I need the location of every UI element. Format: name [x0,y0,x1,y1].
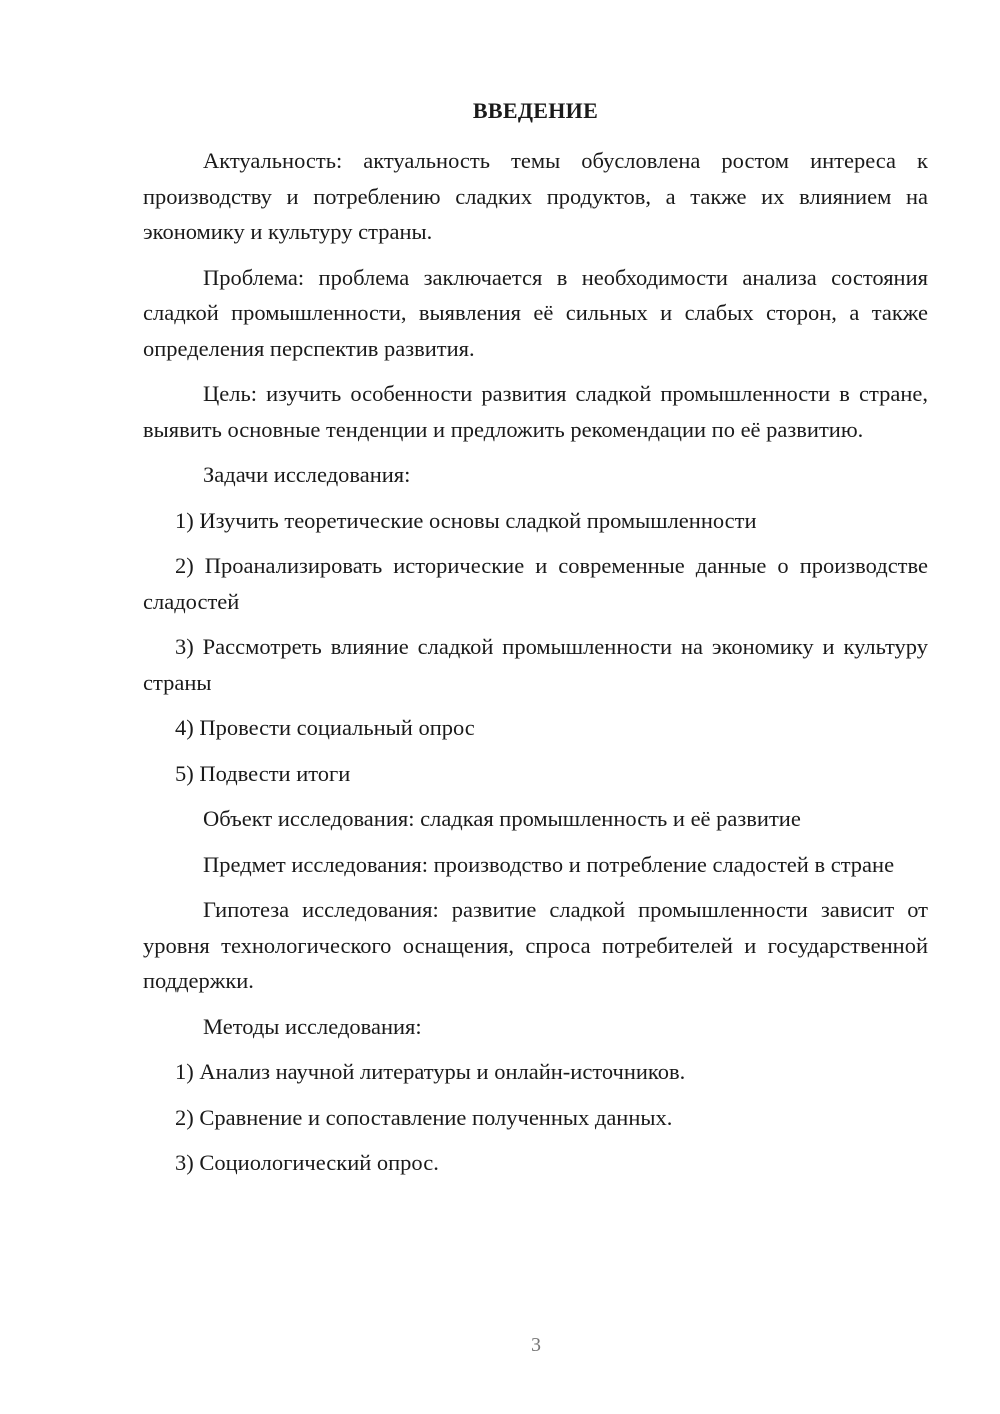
paragraph-subject: Предмет исследования: производство и потребление сладостей в стране [203,851,895,877]
methods-heading: Методы исследования: [203,1013,422,1039]
tasks-heading: Задачи исследования: [203,462,411,487]
section-title: ВВЕДЕНИЕ [472,98,599,123]
method-item-1: 1) Анализ научной литературы и онлайн-источников. [175,1059,686,1084]
paragraph-goal: Цель: изучить особенности развития сладкой промышленности в стране, выявить основные тенденции и предложить рекомендации по её развитию. [143,381,928,442]
task-item-3: 3) Рассмотреть влияние сладкой промышленности на экономику и культуру страны [143,634,928,695]
task-item-5: 5) Подвести итоги [175,760,351,786]
page-content [143,96,928,1191]
paragraph-problem: Проблема: проблема заключается в необходимости анализа состояния сладкой промышленности, выявления её сильных и слабых сторон, а также определения перспектив развития. [143,264,928,361]
task-item-2: 2) Проанализировать исторические и современные данные о производстве сладостей [143,553,928,614]
paragraph-hypothesis: Гипотеза исследования: развитие сладкой промышленности зависит от уровня технологического оснащения, спроса потребителей и государственной поддержки. [143,897,928,993]
task-item-1: 1) Изучить теоретические основы сладкой промышленности [175,507,757,533]
method-item-3: 3) Социологический опрос. [175,1150,439,1175]
paragraph-relevance: Актуальность: актуальность темы обусловлена ростом интереса к производству и потреблению сладких продуктов, а также их влиянием на экономику и культуру страны. [143,148,928,244]
task-item-4: 4) Провести социальный опрос [175,715,475,740]
paragraph-object: Объект исследования: сладкая промышленность и её развитие [203,806,801,831]
method-item-2: 2) Сравнение и сопоставление полученных данных. [175,1104,673,1130]
page-number: 3 [531,1334,541,1356]
